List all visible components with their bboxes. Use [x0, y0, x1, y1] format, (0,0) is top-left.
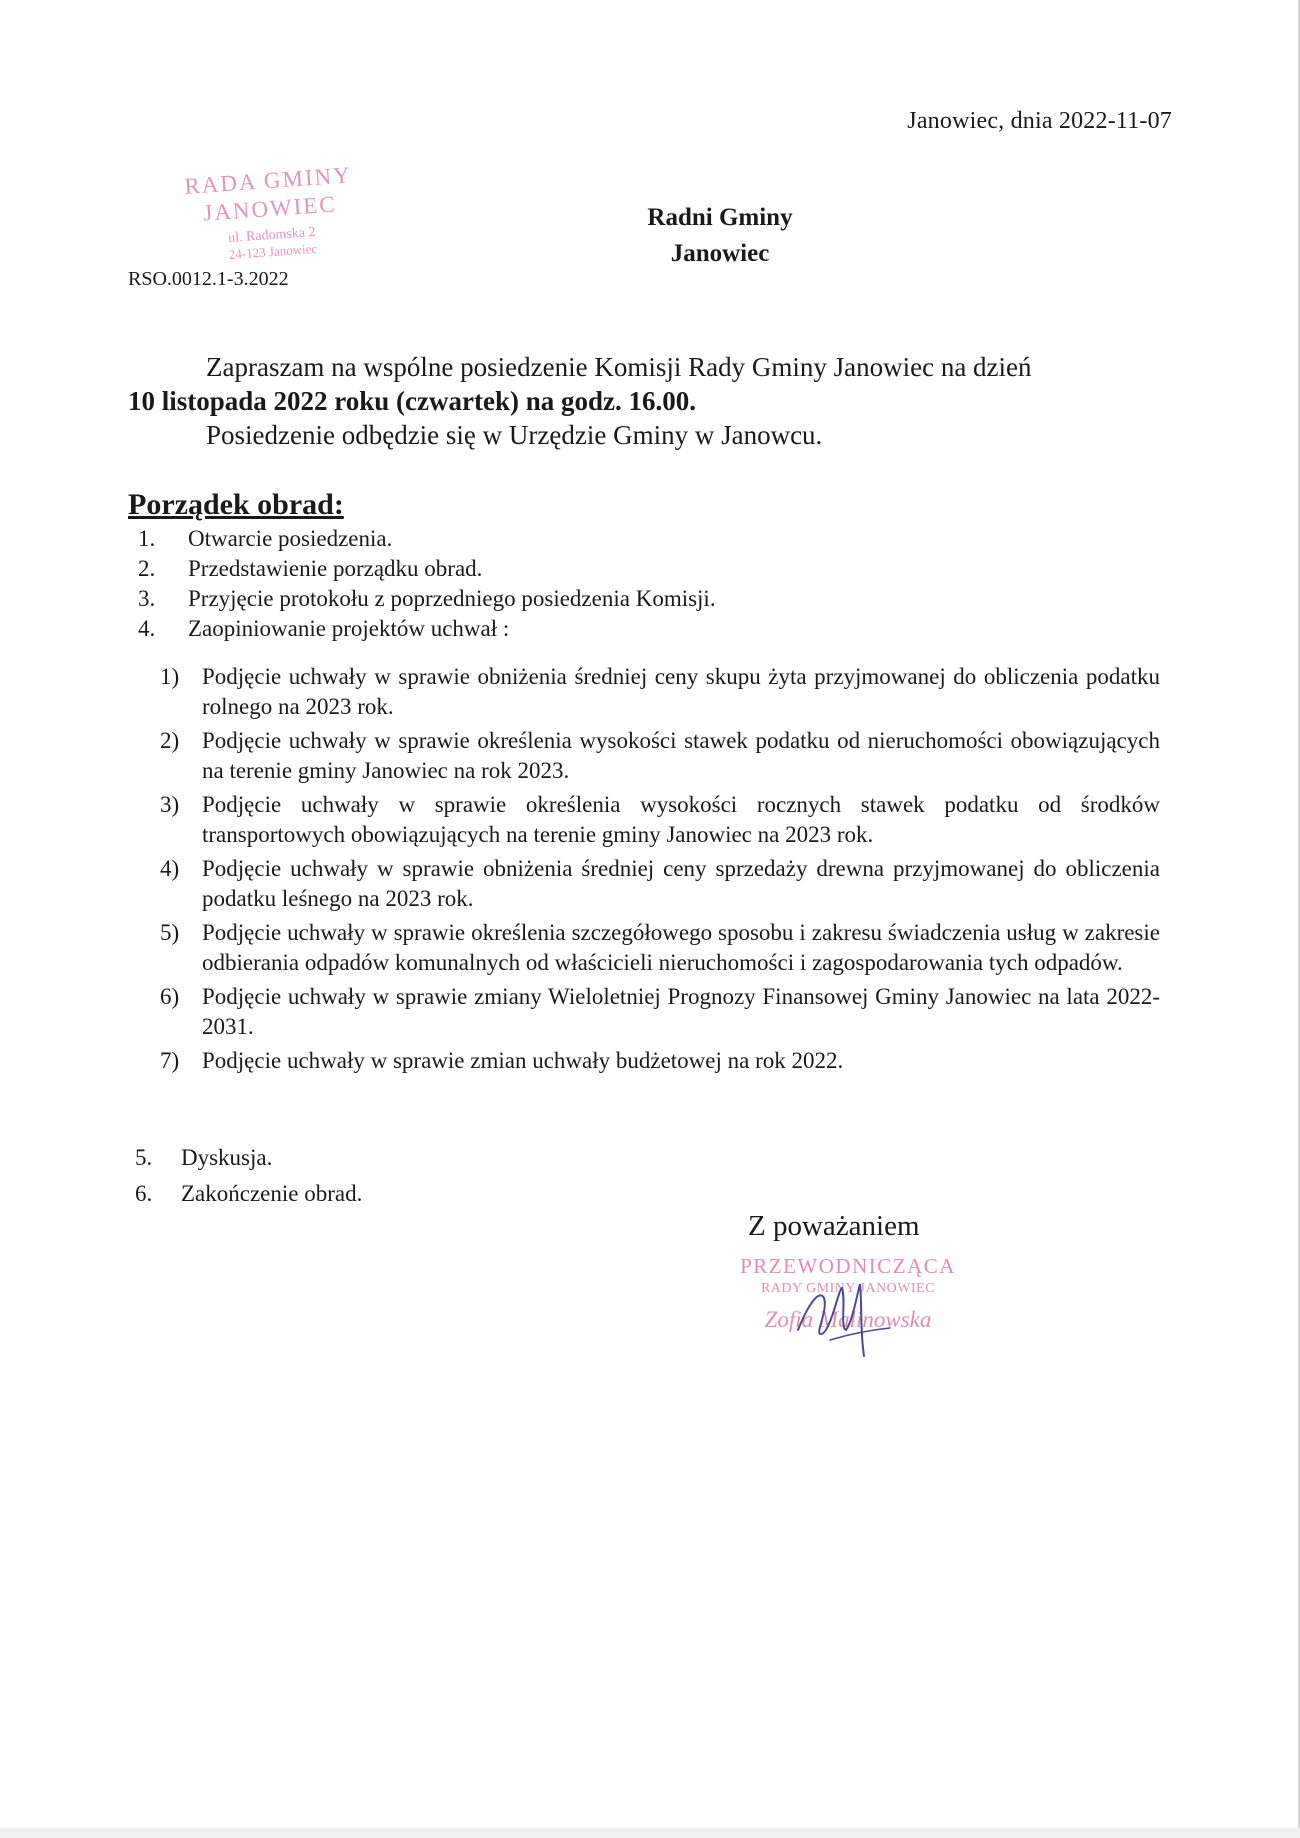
invitation-line-1: Zapraszam na wspólne posiedzenie Komisji Rady Gminy Janowiec na dzień — [206, 352, 1032, 382]
agenda-item-text: Dyskusja. — [181, 1145, 273, 1170]
council-stamp — [172, 162, 369, 285]
agenda-item-number: 6. — [135, 1181, 153, 1206]
stamp-line-3: ul. Radomska 2 — [227, 224, 317, 247]
resolution-text: Podjęcie uchwały w sprawie określenia wysokości stawek podatku od nieruchomości obowiązujących na terenie gminy Janowiec na rok 2023. — [202, 728, 1160, 783]
resolution-number: 5) — [160, 920, 180, 945]
addressee-line-2: Janowiec — [670, 240, 770, 267]
reference-number: RSO.0012.1-3.2022 — [128, 268, 289, 290]
resolution-number: 7) — [160, 1048, 180, 1073]
resolution-text: Podjęcie uchwały w sprawie zmiany Wieloletniej Prognozy Finansowej Gminy Janowiec na lata 2022-2031. — [202, 984, 1160, 1039]
agenda-list — [138, 524, 1168, 644]
resolution-text: Podjęcie uchwały w sprawie obniżenia średniej ceny skupu żyta przyjmowanej do obliczenia podatku rolnego na 2023 rok. — [202, 664, 1160, 719]
chairperson-name: Zofia Malinowska — [764, 1307, 932, 1332]
agenda-item-text: Otwarcie posiedzenia. — [188, 526, 393, 551]
agenda-item — [135, 1176, 735, 1212]
stamp-line-4: 24-123 Janowiec — [228, 240, 318, 262]
agenda-item-number: 2. — [138, 556, 156, 581]
resolution-item — [160, 854, 1160, 914]
resolution-item — [160, 1046, 1160, 1076]
agenda-item-text: Przedstawienie porządku obrad. — [188, 556, 483, 581]
page-edge-bottom — [0, 1828, 1300, 1838]
chairperson-title: PRZEWODNICZĄCA — [740, 1254, 956, 1278]
place-date: Janowiec, dnia 2022-11-07 — [907, 108, 1172, 134]
stamp-line-1: RADA GMINY — [183, 162, 353, 199]
resolution-number: 3) — [160, 792, 180, 817]
resolution-text: Podjęcie uchwały w sprawie określenia szczegółowego sposobu i zakresu świadczenia usług w zakresie odbierania odpadów komunalnych od właścicieli nieruchomości i zagospodarowania tych odpadów. — [202, 920, 1160, 975]
agenda-item — [138, 584, 1168, 614]
invitation-text — [128, 350, 1163, 452]
resolution-number: 2) — [160, 728, 180, 753]
agenda-item-number: 1. — [138, 526, 156, 551]
resolution-item — [160, 982, 1160, 1042]
addressee-line-1: Radni Gminy — [647, 204, 793, 231]
resolution-text: Podjęcie uchwały w sprawie zmian uchwały budżetowej na rok 2022. — [202, 1048, 844, 1073]
agenda-item — [138, 524, 1168, 554]
agenda-closing-list — [135, 1140, 735, 1212]
agenda-item — [138, 554, 1168, 584]
resolution-number: 4) — [160, 856, 180, 881]
agenda-item-text: Zakończenie obrad. — [181, 1181, 363, 1206]
resolution-item — [160, 790, 1160, 850]
resolution-item — [160, 918, 1160, 978]
agenda-item — [135, 1140, 735, 1176]
resolution-item — [160, 726, 1160, 786]
resolution-text: Podjęcie uchwały w sprawie określenia wysokości rocznych stawek podatku od środków transportowych obowiązujących na terenie gminy Janowiec na 2023 rok. — [202, 792, 1160, 847]
agenda-item-number: 5. — [135, 1145, 153, 1170]
addressee — [600, 200, 840, 272]
resolution-item — [160, 662, 1160, 722]
agenda-item-text: Przyjęcie protokołu z poprzedniego posiedzenia Komisji. — [188, 586, 716, 611]
chairperson-council: RADY GMINY JANOWIEC — [760, 1281, 936, 1296]
resolution-text: Podjęcie uchwały w sprawie obniżenia średniej ceny sprzedaży drewna przyjmowanej do obliczenia podatku leśnego na 2023 rok. — [202, 856, 1160, 911]
agenda-item-text: Zaopiniowanie projektów uchwał : — [188, 616, 510, 641]
agenda-title: Porządek obrad: — [128, 488, 344, 521]
invitation-date-time: 10 listopada 2022 roku (czwartek) na godz. 16.00. — [128, 386, 697, 416]
closing-greeting: Z poważaniem — [748, 1210, 920, 1242]
agenda-item-number: 3. — [138, 586, 156, 611]
resolution-number: 1) — [160, 664, 180, 689]
resolution-number: 6) — [160, 984, 180, 1009]
agenda-item — [138, 614, 1168, 644]
stamp-line-2: JANOWIEC — [202, 191, 338, 226]
agenda-item-number: 4. — [138, 616, 156, 641]
handwritten-signature — [790, 1270, 910, 1360]
resolutions-list — [160, 662, 1160, 1080]
invitation-location: Posiedzenie odbędzie się w Urzędzie Gminy w Janowcu. — [206, 420, 823, 450]
